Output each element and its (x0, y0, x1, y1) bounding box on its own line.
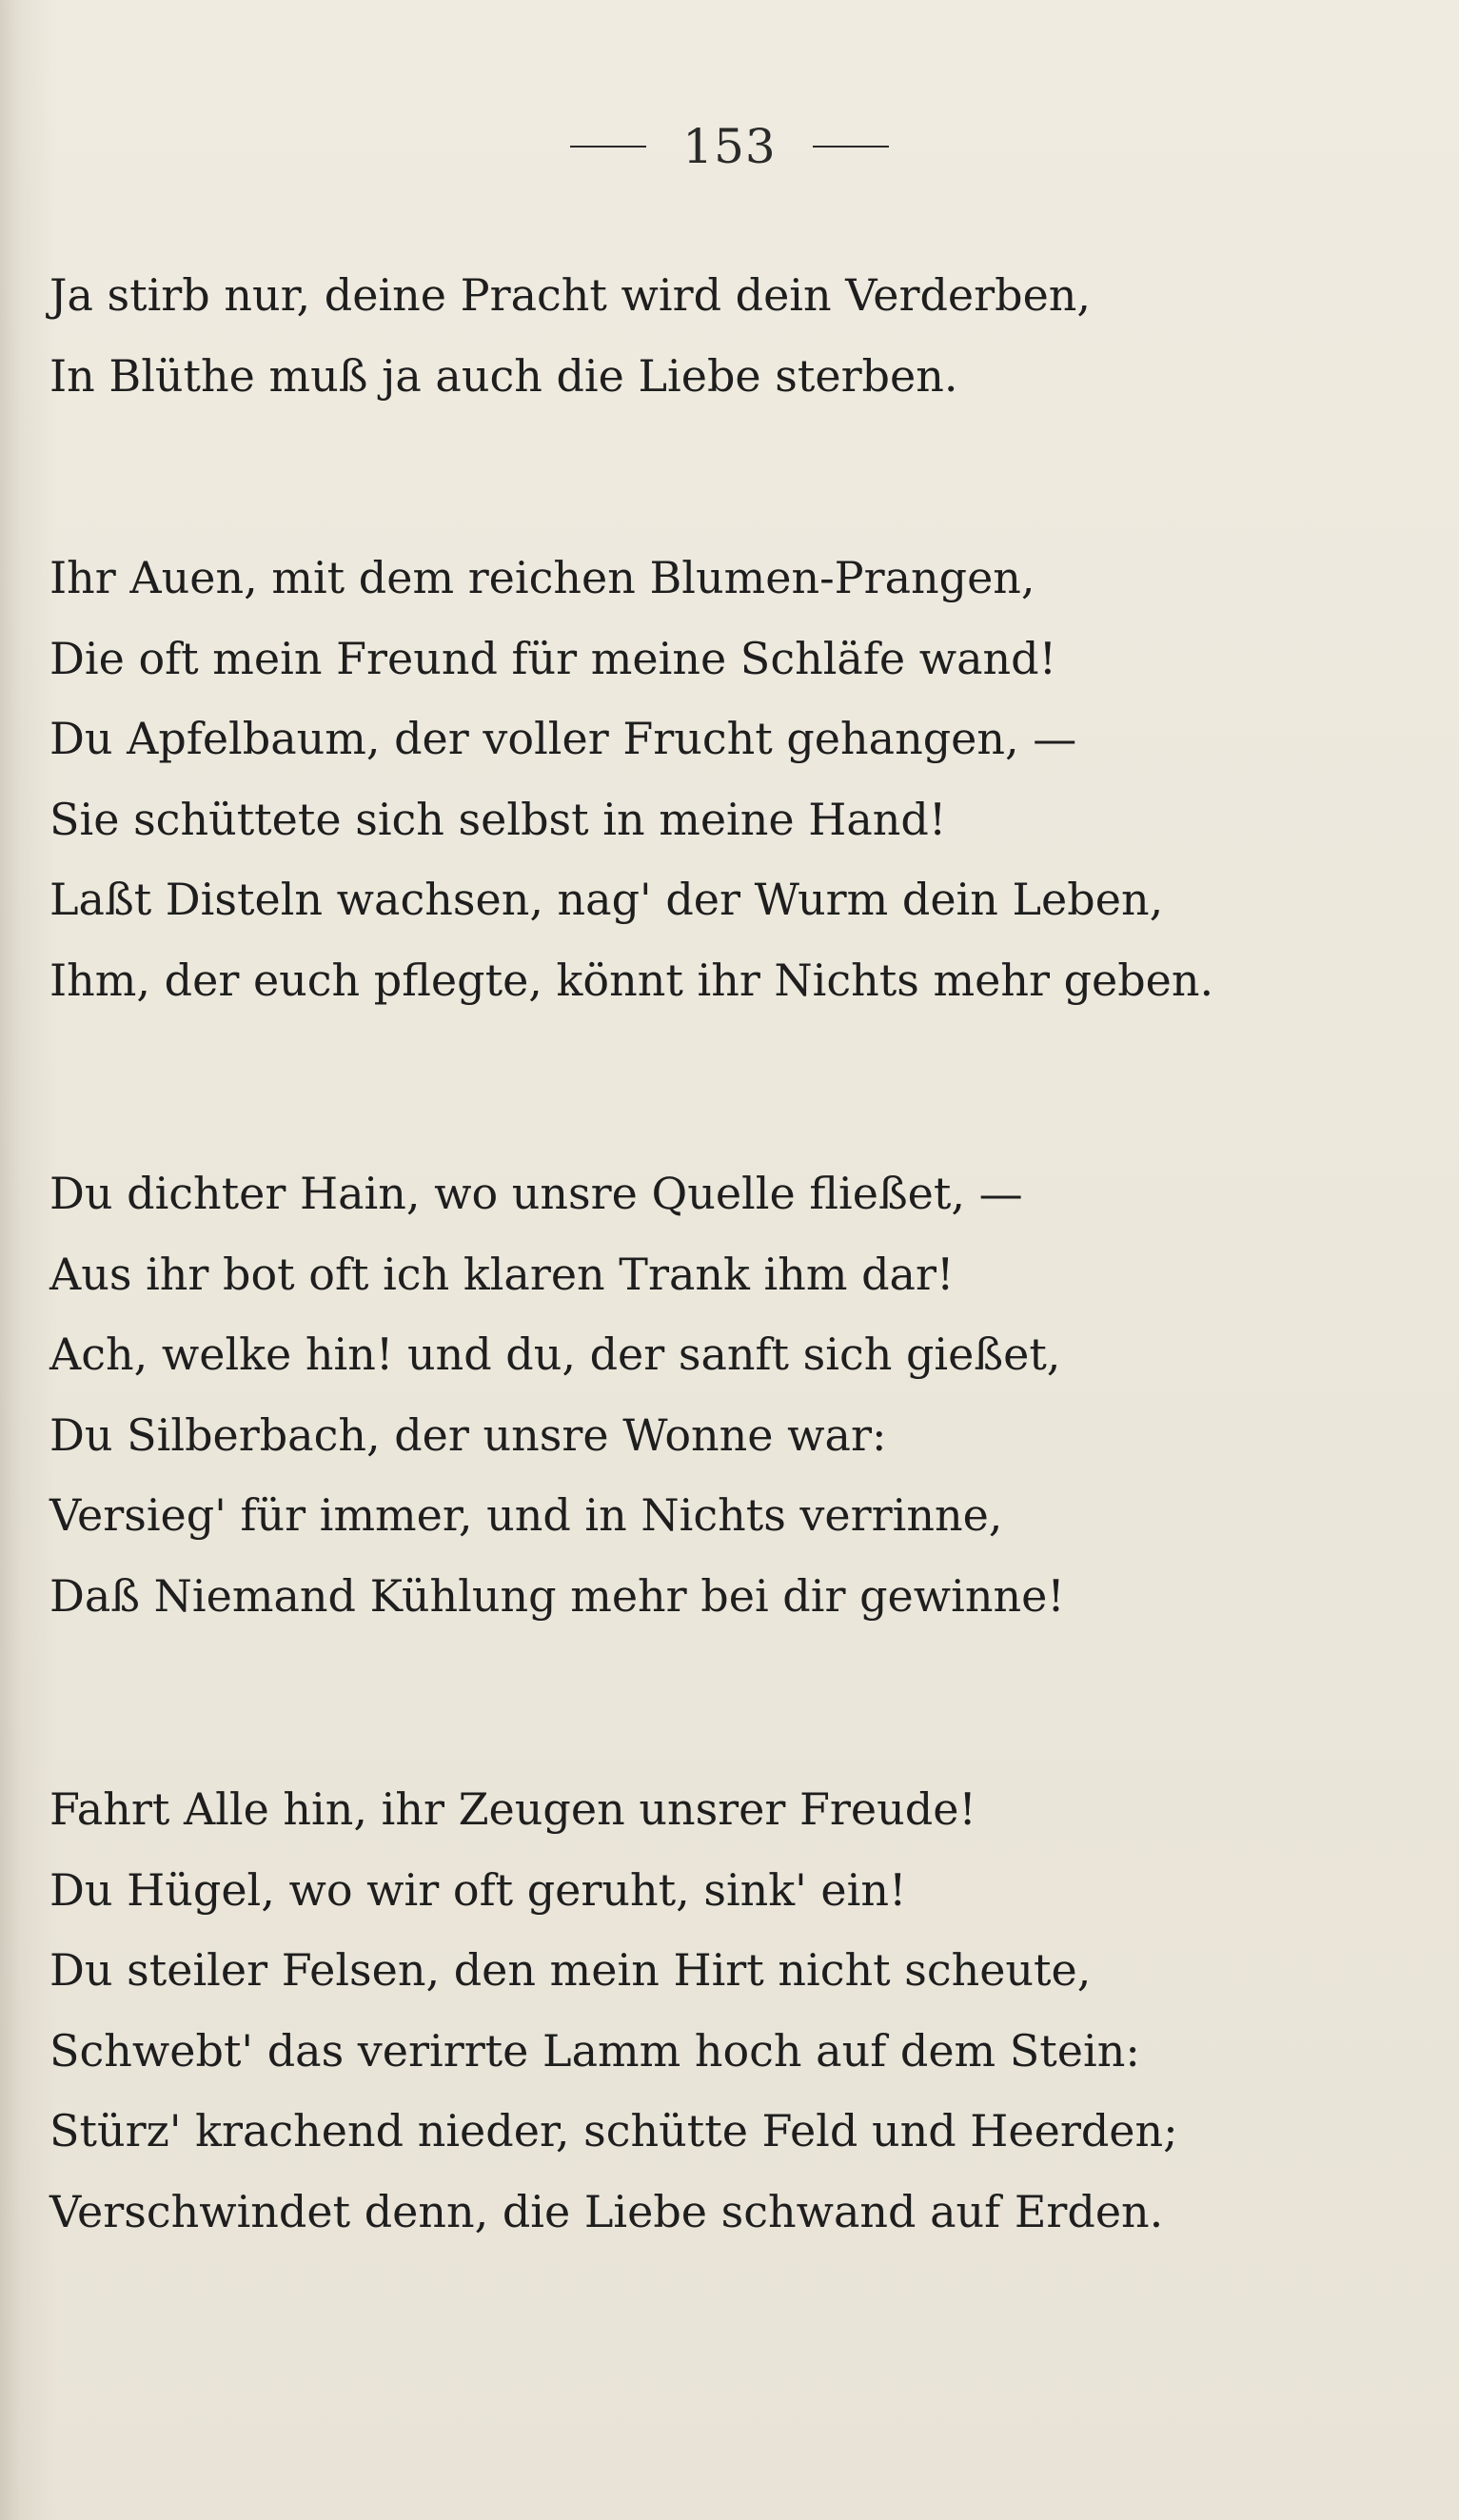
left-dash (570, 146, 646, 148)
verse-line: Daß Niemand Kühlung mehr bei dir gewinne! (49, 1569, 1065, 1622)
verse-line: Ihr Auen, mit dem reichen Blumen-Prangen, (49, 552, 1035, 603)
right-dash (813, 146, 889, 148)
stanza-1 (49, 255, 1401, 416)
verse-line: Verschwindet denn, die Liebe schwand auf Erden. (49, 2185, 1164, 2237)
verse-line: Versieg' für immer, und in Nichts verrinne, (49, 1489, 1003, 1541)
verse-line: In Blüthe muß ja auch die Liebe sterben. (49, 349, 958, 402)
verse-line: Du Hügel, wo wir oft geruht, sink' ein! (49, 1863, 907, 1916)
page-number: 153 (682, 119, 777, 174)
verse-line: Aus ihr bot oft ich klaren Trank ihm dar! (49, 1248, 955, 1300)
verse-line: Du Apfelbaum, der voller Frucht gehangen, — (49, 713, 1077, 764)
verse-line: Ach, welke hin! und du, der sanft sich gießet, (49, 1329, 1061, 1380)
stanza-3 (49, 1153, 1401, 1636)
verse-line: Du steiler Felsen, den mein Hirt nicht scheute, (49, 1944, 1092, 1996)
stanza-4 (49, 1769, 1401, 2252)
verse-line: Fahrt Alle hin, ihr Zeugen unsrer Freude! (49, 1783, 976, 1835)
verse-line: Laßt Disteln wachsen, nag' der Wurm dein Leben, (49, 874, 1164, 925)
verse-line: Du Silberbach, der unsre Wonne war: (49, 1408, 887, 1461)
verse-line: Du dichter Hain, wo unsre Quelle fließet, — (49, 1168, 1023, 1219)
verse-line: Ja stirb nur, deine Pracht wird dein Verderben, (49, 269, 1092, 321)
stanza-2 (49, 538, 1401, 1020)
page-header (0, 119, 1459, 174)
verse-line: Die oft mein Freund für meine Schläfe wand! (49, 632, 1057, 684)
verse-line: Ihm, der euch pflegte, könnt ihr Nichts mehr geben. (49, 954, 1214, 1006)
verse-line: Sie schüttete sich selbst in meine Hand! (49, 793, 947, 845)
verse-line: Stürz' krachend nieder, schütte Feld und Heerden; (49, 2105, 1178, 2156)
poem-body (49, 255, 1401, 2385)
verse-line: Schwebt' das verirrte Lamm hoch auf dem Stein: (49, 2024, 1140, 2077)
